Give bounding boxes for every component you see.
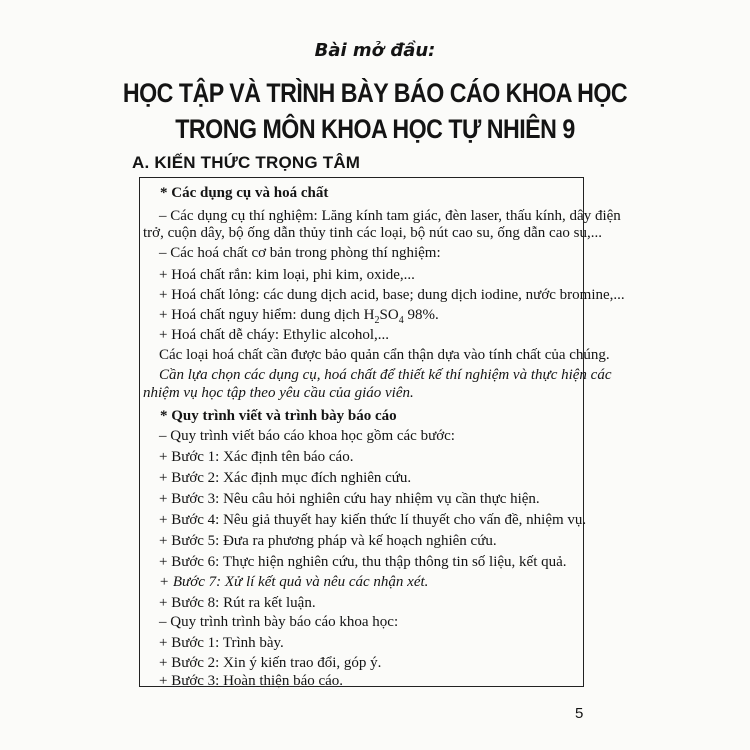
equipment-heading: * Các dụng cụ và hoá chất [160,185,329,201]
dangerous-chemicals [159,306,569,324]
formula-subscript-4: 4 [398,315,404,326]
writing-step: + Bước 1: Xác định tên báo cáo. [159,449,354,465]
writing-step: + Bước 6: Thực hiện nghiên cứu, thu thập thông tin số liệu, kết quả. [159,554,567,570]
writing-step: + Bước 2: Xác định mục đích nghiên cứu. [159,470,412,486]
writing-step: + Bước 5: Đưa ra phương pháp và kế hoạch nghiên cứu. [159,533,497,549]
writing-step: + Bước 8: Rút ra kết luận. [159,595,316,611]
report-heading: * Quy trình viết và trình bày báo cáo [160,408,397,424]
storage-note: Các loại hoá chất cần được bảo quản cẩn thận dựa vào tính chất của chúng. [159,347,610,363]
dangerous-prefix: + Hoá chất nguy hiểm: dung dịch H [159,307,375,323]
presenting-step: + Bước 2: Xin ý kiến trao đổi, góp ý. [159,655,382,671]
page-number: 5 [575,705,584,722]
formula-so: SO [379,307,399,323]
presenting-intro: – Quy trình trình bày báo cáo khoa học: [159,614,399,630]
solid-chemicals: + Hoá chất rắn: kim loại, phi kim, oxide,... [159,267,415,283]
liquid-chemicals: + Hoá chất lỏng: các dung dịch acid, base; dung dịch iodine, nước bromine,... [159,287,625,303]
presenting-step: + Bước 3: Hoàn thiện báo cáo. [159,673,344,689]
tools-line-2: trở, cuộn dây, bộ ống dẫn thủy tinh các loại, bộ nút cao su, ống dẫn cao su,... [143,225,602,241]
dangerous-suffix: 98%. [403,307,439,323]
lesson-subtitle: Bài mở đầu: [314,40,436,61]
selection-note-line-2: nhiệm vụ học tập theo yêu cầu của giáo viên. [143,385,414,401]
section-heading: A. KIẾN THỨC TRỌNG TÂM [132,153,361,172]
writing-step: + Bước 4: Nêu giả thuyết hay kiến thức lí thuyết cho vấn đề, nhiệm vụ. [159,512,587,528]
lesson-title-line-1: HỌC TẬP VÀ TRÌNH BÀY BÁO CÁO KHOA HỌC [122,78,628,108]
writing-step: + Bước 3: Nêu câu hỏi nghiên cứu hay nhiệm vụ cần thực hiện. [159,491,540,507]
formula-subscript-2: 2 [374,315,380,326]
writing-intro: – Quy trình viết báo cáo khoa học gồm các bước: [159,428,455,444]
selection-note-line-1: Cần lựa chọn các dụng cụ, hoá chất để thiết kế thí nghiệm và thực hiện các [159,367,612,383]
flammable-chemicals: + Hoá chất dễ cháy: Ethylic alcohol,... [159,327,390,343]
chemicals-intro: – Các hoá chất cơ bản trong phòng thí nghiệm: [159,245,441,261]
tools-line-1: – Các dụng cụ thí nghiệm: Lăng kính tam giác, đèn laser, thấu kính, dây điện [159,208,621,224]
presenting-step: + Bước 1: Trình bày. [159,635,284,651]
lesson-title-line-2: TRONG MÔN KHOA HỌC TỰ NHIÊN 9 [175,114,575,144]
writing-step: + Bước 7: Xử lí kết quả và nêu các nhận xét. [159,574,429,590]
